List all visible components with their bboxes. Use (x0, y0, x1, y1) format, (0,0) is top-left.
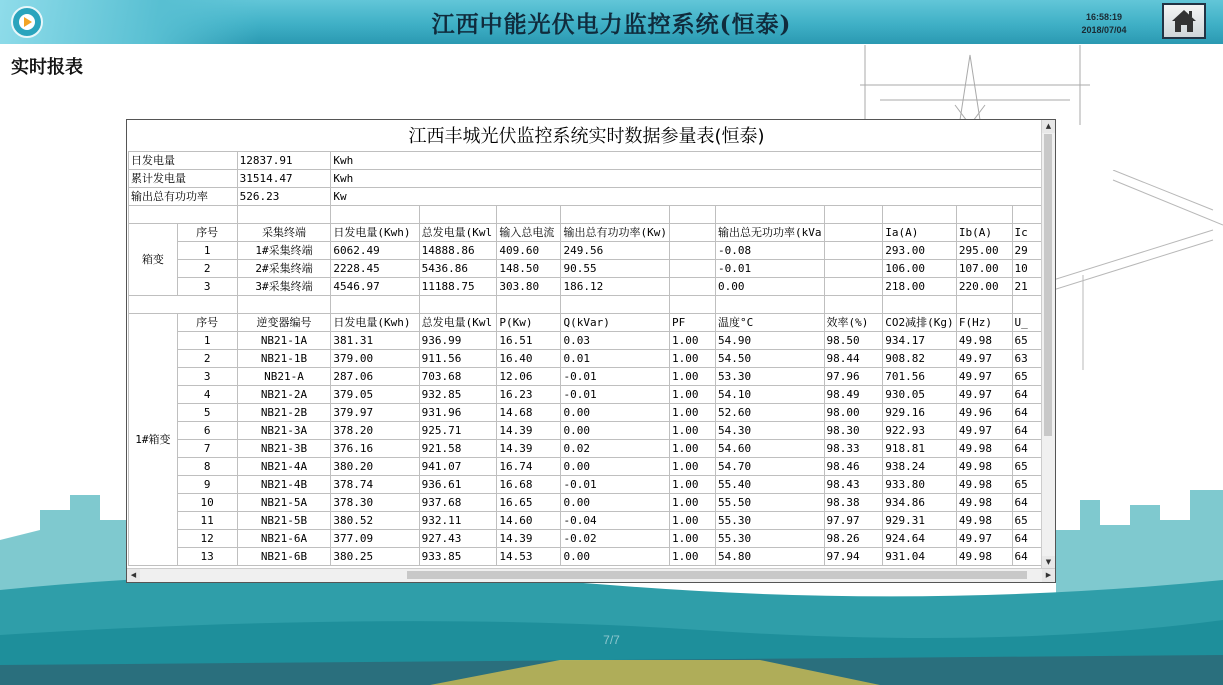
home-button[interactable] (1162, 3, 1206, 39)
summary-unit: Kw (331, 188, 1042, 206)
table-cell: 931.04 (883, 548, 957, 566)
table-cell: 49.97 (956, 350, 1012, 368)
table-cell: 49.97 (956, 422, 1012, 440)
table-cell: 911.56 (419, 350, 497, 368)
summary-row (129, 188, 1042, 206)
table-cell: 49.98 (956, 512, 1012, 530)
table-row (129, 440, 1042, 458)
table-row (129, 512, 1042, 530)
table-cell: 148.50 (497, 260, 561, 278)
table-cell: 98.44 (824, 350, 883, 368)
table-cell: 938.24 (883, 458, 957, 476)
table-cell: 64 (1012, 386, 1041, 404)
horizontal-scrollbar[interactable] (127, 568, 1055, 582)
table-cell: 929.16 (883, 404, 957, 422)
table-cell: 97.97 (824, 512, 883, 530)
table-cell: 16.23 (497, 386, 561, 404)
table-cell: 918.81 (883, 440, 957, 458)
table-cell: 97.96 (824, 368, 883, 386)
table-cell: 4 (177, 386, 237, 404)
table-cell: 63 (1012, 350, 1041, 368)
summary-value: 31514.47 (237, 170, 331, 188)
table-cell: NB21-5A (237, 494, 331, 512)
table-cell: 14.68 (497, 404, 561, 422)
table-cell: 376.16 (331, 440, 419, 458)
table-cell: 936.61 (419, 476, 497, 494)
table-cell: 1.00 (669, 458, 715, 476)
table-cell: 64 (1012, 404, 1041, 422)
table-cell: 98.00 (824, 404, 883, 422)
column-header: 输出总无功功率(kVa (716, 224, 825, 242)
table-cell: 12 (177, 530, 237, 548)
table-cell: 1.00 (669, 386, 715, 404)
table-cell: 1.00 (669, 404, 715, 422)
table-cell: 0.00 (561, 494, 670, 512)
table-cell: -0.01 (716, 260, 825, 278)
table-cell: 1.00 (669, 332, 715, 350)
table-cell: 1.00 (669, 440, 715, 458)
table-cell: 64 (1012, 494, 1041, 512)
column-header (824, 224, 883, 242)
column-header: PF (669, 314, 715, 332)
table-cell: 381.31 (331, 332, 419, 350)
table-cell: 54.30 (716, 422, 825, 440)
column-header: 日发电量(Kwh) (331, 314, 419, 332)
table-cell: 303.80 (497, 278, 561, 296)
table-cell: 55.30 (716, 530, 825, 548)
column-header: F(Hz) (956, 314, 1012, 332)
table-cell: 55.50 (716, 494, 825, 512)
table-cell: 14.39 (497, 440, 561, 458)
table-cell: 0.01 (561, 350, 670, 368)
table-cell: 293.00 (883, 242, 957, 260)
table-cell: 933.85 (419, 548, 497, 566)
table-cell: 16.40 (497, 350, 561, 368)
table-cell: NB21-1A (237, 332, 331, 350)
table-cell: 54.10 (716, 386, 825, 404)
table-cell: 54.50 (716, 350, 825, 368)
table-cell: 55.40 (716, 476, 825, 494)
table-cell: 49.98 (956, 332, 1012, 350)
column-header: 输出总有功功率(Kw) (561, 224, 670, 242)
table-cell: 98.46 (824, 458, 883, 476)
table-cell: 295.00 (956, 242, 1012, 260)
column-header: 序号 (177, 224, 237, 242)
table-cell (669, 260, 715, 278)
column-header: 输入总电流 (497, 224, 561, 242)
table-cell: 54.60 (716, 440, 825, 458)
table-cell: 16.68 (497, 476, 561, 494)
column-header: 总发电量(Kwl (419, 314, 497, 332)
table-cell: 8 (177, 458, 237, 476)
table-cell: 55.30 (716, 512, 825, 530)
table-cell: 924.64 (883, 530, 957, 548)
table-cell: 14.53 (497, 548, 561, 566)
table-cell: 1.00 (669, 422, 715, 440)
table-cell: 2#采集终端 (237, 260, 331, 278)
column-header: CO2减排(Kg) (883, 314, 957, 332)
table-cell: 3#采集终端 (237, 278, 331, 296)
table-cell: -0.01 (561, 386, 670, 404)
table-cell: 52.60 (716, 404, 825, 422)
table-cell: 14.60 (497, 512, 561, 530)
table-cell: 2228.45 (331, 260, 419, 278)
scroll-down-icon[interactable]: ▼ (1042, 556, 1055, 569)
table-cell: 941.07 (419, 458, 497, 476)
table-cell: 65 (1012, 512, 1041, 530)
column-header: Q(kVar) (561, 314, 670, 332)
table-cell: 930.05 (883, 386, 957, 404)
table-cell: 380.20 (331, 458, 419, 476)
scroll-right-icon[interactable]: ▶ (1042, 569, 1055, 582)
table-cell: 287.06 (331, 368, 419, 386)
summary-value: 526.23 (237, 188, 331, 206)
report-sheet (128, 121, 1042, 569)
table-cell: 921.58 (419, 440, 497, 458)
page-indicator: 7/7 (603, 633, 620, 647)
table-cell: 6 (177, 422, 237, 440)
table-cell (824, 260, 883, 278)
table-cell: 65 (1012, 332, 1041, 350)
table-cell: NB21-6A (237, 530, 331, 548)
table-cell: 65 (1012, 476, 1041, 494)
column-header: U_ (1012, 314, 1041, 332)
table-cell: NB21-4B (237, 476, 331, 494)
table-cell: 1 (177, 332, 237, 350)
table-cell: 49.97 (956, 386, 1012, 404)
table-cell: NB21-6B (237, 548, 331, 566)
table-row (129, 278, 1042, 296)
table-row (129, 386, 1042, 404)
column-header: 逆变器编号 (237, 314, 331, 332)
table-cell: 937.68 (419, 494, 497, 512)
table-cell: 3 (177, 368, 237, 386)
table-cell (669, 278, 715, 296)
table-cell: 934.17 (883, 332, 957, 350)
column-header: Ic (1012, 224, 1041, 242)
table-cell: 12.06 (497, 368, 561, 386)
table-cell: 98.30 (824, 422, 883, 440)
table-cell: 936.99 (419, 332, 497, 350)
table-row (129, 494, 1042, 512)
table-cell: 1#采集终端 (237, 242, 331, 260)
clock (1068, 11, 1140, 37)
table-cell: 98.49 (824, 386, 883, 404)
table-cell: 703.68 (419, 368, 497, 386)
table-cell: 1.00 (669, 530, 715, 548)
table-cell: -0.01 (561, 368, 670, 386)
table-cell: 98.50 (824, 332, 883, 350)
group-label: 箱变 (129, 224, 178, 296)
table-cell: -0.04 (561, 512, 670, 530)
table-cell: 98.43 (824, 476, 883, 494)
table-cell: 925.71 (419, 422, 497, 440)
summary-row (129, 152, 1042, 170)
table-cell: 378.74 (331, 476, 419, 494)
table-cell: 932.11 (419, 512, 497, 530)
summary-label: 输出总有功功率 (129, 188, 238, 206)
table-cell: 49.96 (956, 404, 1012, 422)
table-cell: 409.60 (497, 242, 561, 260)
table-cell: 1.00 (669, 368, 715, 386)
power-tower-decoration-right (1053, 170, 1223, 430)
table-cell: 5436.86 (419, 260, 497, 278)
inverter-section (129, 314, 1042, 566)
table-cell: 0.02 (561, 440, 670, 458)
scroll-left-icon[interactable]: ◀ (127, 569, 140, 582)
table-cell: 0.00 (561, 548, 670, 566)
table-cell: 3 (177, 278, 237, 296)
table-cell: 218.00 (883, 278, 957, 296)
table-cell: 107.00 (956, 260, 1012, 278)
table-cell: 97.94 (824, 548, 883, 566)
report-table (128, 121, 1042, 566)
vertical-scroll-thumb[interactable] (1044, 134, 1052, 436)
table-row (129, 458, 1042, 476)
table-cell: 2 (177, 350, 237, 368)
table-cell: 21 (1012, 278, 1041, 296)
table-cell: 54.90 (716, 332, 825, 350)
table-cell: 13 (177, 548, 237, 566)
table-cell: 933.80 (883, 476, 957, 494)
table-cell: 5 (177, 404, 237, 422)
table-cell: 380.52 (331, 512, 419, 530)
table-cell: NB21-5B (237, 512, 331, 530)
table-cell: 6062.49 (331, 242, 419, 260)
table-cell: 49.97 (956, 530, 1012, 548)
table-cell: 16.51 (497, 332, 561, 350)
home-icon (1171, 8, 1197, 34)
table-cell: 1 (177, 242, 237, 260)
table-cell: 379.05 (331, 386, 419, 404)
table-cell: 0.00 (561, 422, 670, 440)
group-label: 1#箱变 (129, 314, 178, 566)
table-cell: 380.25 (331, 548, 419, 566)
clock-time: 16:58:19 (1085, 12, 1123, 22)
table-cell: 701.56 (883, 368, 957, 386)
table-row (129, 332, 1042, 350)
table-cell: 53.30 (716, 368, 825, 386)
summary-row (129, 170, 1042, 188)
table-cell: 49.97 (956, 368, 1012, 386)
table-cell: 908.82 (883, 350, 957, 368)
table-cell: 922.93 (883, 422, 957, 440)
summary-unit: Kwh (331, 152, 1042, 170)
table-row (129, 350, 1042, 368)
table-cell: 49.98 (956, 458, 1012, 476)
table-cell: 49.98 (956, 494, 1012, 512)
page-title: 实时报表 (11, 57, 83, 78)
table-cell: 14888.86 (419, 242, 497, 260)
table-cell: NB21-2B (237, 404, 331, 422)
table-cell: 1.00 (669, 494, 715, 512)
table-cell: 0.03 (561, 332, 670, 350)
table-cell: 220.00 (956, 278, 1012, 296)
table-cell: 378.20 (331, 422, 419, 440)
table-cell: NB21-3B (237, 440, 331, 458)
table-cell: 7 (177, 440, 237, 458)
table-header-row (129, 224, 1042, 242)
spacer-row (129, 206, 1042, 224)
table-row (129, 404, 1042, 422)
table-cell: 378.30 (331, 494, 419, 512)
table-cell: 186.12 (561, 278, 670, 296)
table-cell: 4546.97 (331, 278, 419, 296)
column-header: Ib(A) (956, 224, 1012, 242)
table-cell: 379.00 (331, 350, 419, 368)
table-cell: 1.00 (669, 476, 715, 494)
table-cell: 98.38 (824, 494, 883, 512)
table-cell: 65 (1012, 458, 1041, 476)
table-cell: 10 (177, 494, 237, 512)
table-cell: 54.80 (716, 548, 825, 566)
table-cell: NB21-A (237, 368, 331, 386)
table-cell: 9 (177, 476, 237, 494)
table-cell: NB21-4A (237, 458, 331, 476)
report-viewer (126, 119, 1056, 583)
table-cell: -0.01 (561, 476, 670, 494)
table-cell: NB21-1B (237, 350, 331, 368)
table-cell: 379.97 (331, 404, 419, 422)
table-cell: -0.08 (716, 242, 825, 260)
table-row (129, 368, 1042, 386)
summary-label: 累计发电量 (129, 170, 238, 188)
table-cell: 64 (1012, 422, 1041, 440)
table-header-row (129, 314, 1042, 332)
table-cell: 0.00 (716, 278, 825, 296)
table-row (129, 242, 1042, 260)
table-cell: 98.26 (824, 530, 883, 548)
table-row (129, 422, 1042, 440)
table-cell: 0.00 (561, 404, 670, 422)
table-cell: 931.96 (419, 404, 497, 422)
column-header: 效率(%) (824, 314, 883, 332)
table-cell (824, 278, 883, 296)
table-row (129, 476, 1042, 494)
app-header (0, 0, 1223, 44)
table-cell: 14.39 (497, 422, 561, 440)
table-cell: 64 (1012, 548, 1041, 566)
box-section (129, 224, 1042, 296)
table-cell: 16.74 (497, 458, 561, 476)
summary-label: 日发电量 (129, 152, 238, 170)
table-cell: 249.56 (561, 242, 670, 260)
column-header: 序号 (177, 314, 237, 332)
table-cell: 0.00 (561, 458, 670, 476)
table-cell: 377.09 (331, 530, 419, 548)
report-title: 江西丰城光伏监控系统实时数据参量表(恒泰) (129, 121, 1042, 152)
table-cell: 1.00 (669, 548, 715, 566)
table-cell: 1.00 (669, 512, 715, 530)
scroll-up-icon[interactable]: ▲ (1042, 120, 1055, 133)
table-row (129, 548, 1042, 566)
column-header: 采集终端 (237, 224, 331, 242)
table-cell: 49.98 (956, 548, 1012, 566)
column-header: P(Kw) (497, 314, 561, 332)
table-cell: 54.70 (716, 458, 825, 476)
table-cell: 90.55 (561, 260, 670, 278)
column-header: 温度°C (716, 314, 825, 332)
table-cell: -0.02 (561, 530, 670, 548)
table-cell: NB21-2A (237, 386, 331, 404)
table-cell: 932.85 (419, 386, 497, 404)
table-cell: NB21-3A (237, 422, 331, 440)
table-cell: 2 (177, 260, 237, 278)
table-cell: 10 (1012, 260, 1041, 278)
table-cell: 64 (1012, 530, 1041, 548)
spacer-row (129, 296, 1042, 314)
vertical-scrollbar[interactable] (1041, 120, 1055, 569)
table-cell (669, 242, 715, 260)
table-cell: 934.86 (883, 494, 957, 512)
table-cell: 14.39 (497, 530, 561, 548)
table-cell: 29 (1012, 242, 1041, 260)
column-header: 日发电量(Kwh) (331, 224, 419, 242)
clock-date: 2018/07/04 (1081, 25, 1127, 35)
summary-value: 12837.91 (237, 152, 331, 170)
table-cell: 11 (177, 512, 237, 530)
table-cell: 16.65 (497, 494, 561, 512)
table-cell: 64 (1012, 440, 1041, 458)
table-cell: 98.33 (824, 440, 883, 458)
app-title: 江西中能光伏电力监控系统(恒泰) (431, 11, 792, 38)
table-cell: 106.00 (883, 260, 957, 278)
table-row (129, 260, 1042, 278)
column-header (669, 224, 715, 242)
horizontal-scroll-thumb[interactable] (407, 571, 1027, 579)
column-header: Ia(A) (883, 224, 957, 242)
column-header: 总发电量(Kwl (419, 224, 497, 242)
table-row (129, 530, 1042, 548)
table-cell: 1.00 (669, 350, 715, 368)
table-cell: 49.98 (956, 476, 1012, 494)
table-cell: 927.43 (419, 530, 497, 548)
summary-unit: Kwh (331, 170, 1042, 188)
table-cell (824, 242, 883, 260)
table-cell: 65 (1012, 368, 1041, 386)
table-cell: 929.31 (883, 512, 957, 530)
table-cell: 11188.75 (419, 278, 497, 296)
table-cell: 49.98 (956, 440, 1012, 458)
